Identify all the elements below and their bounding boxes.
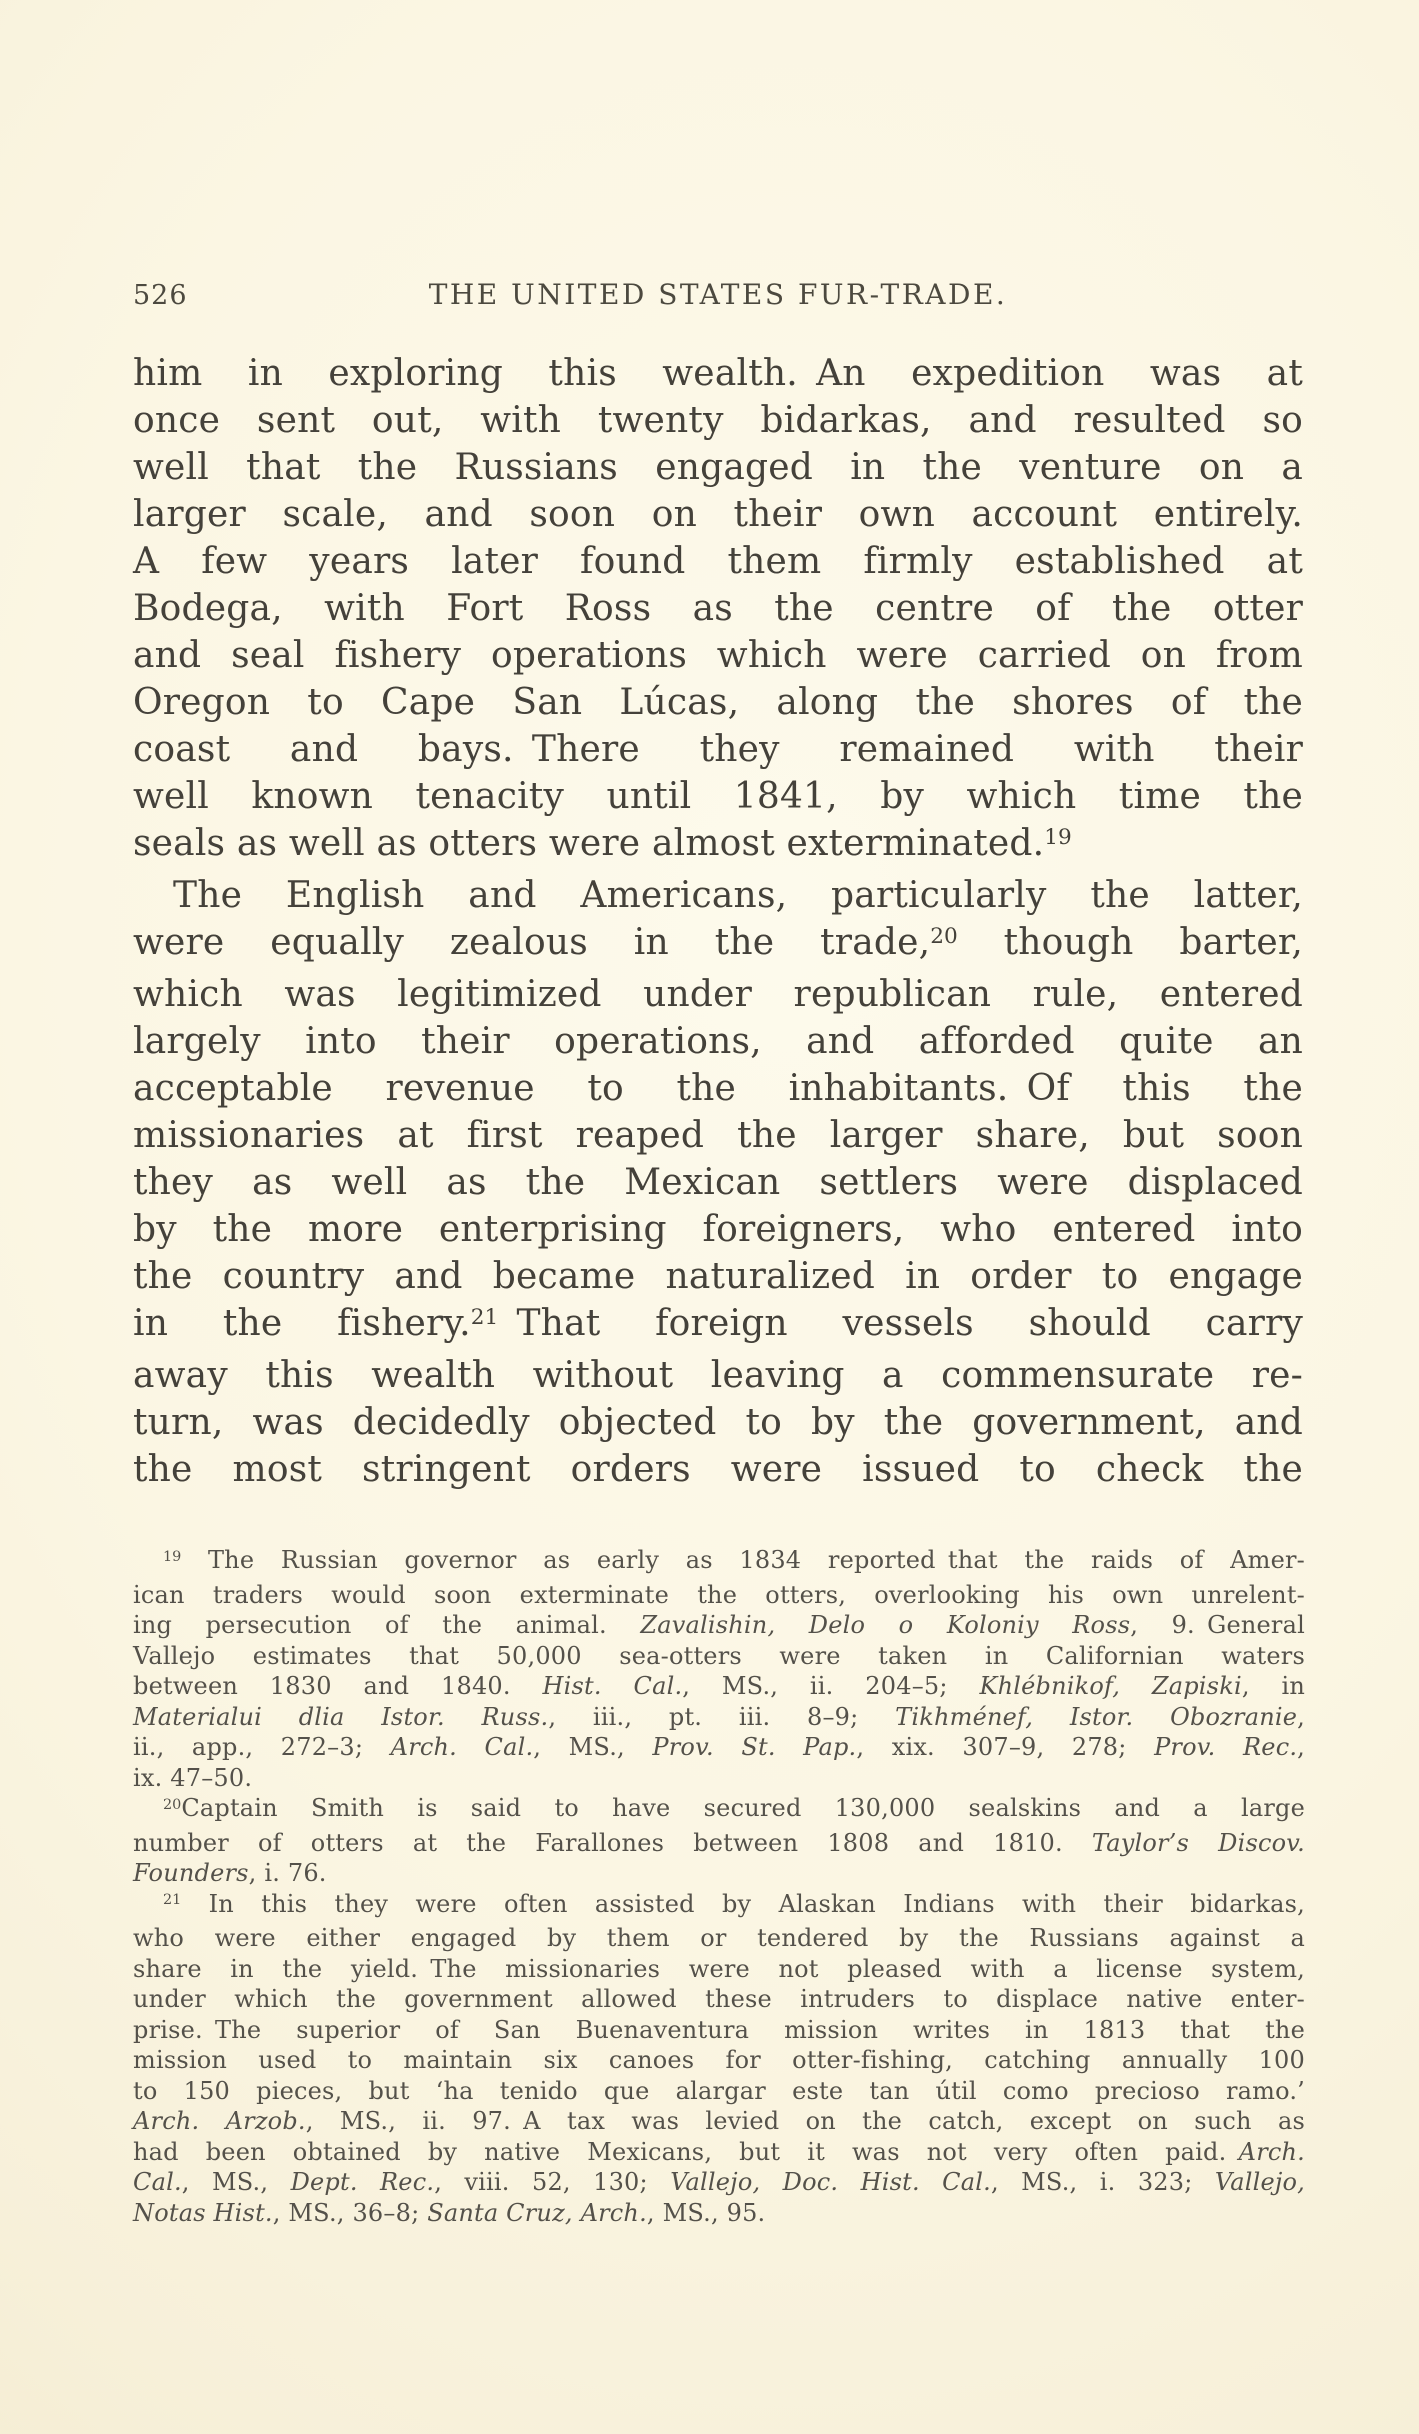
text-segment: the country and became naturalized in order to engage	[133, 1256, 1303, 1297]
text-segment: , i. 76.	[248, 1859, 327, 1887]
text-segment: Notas Hist.	[133, 2198, 273, 2227]
body-paragraph	[133, 872, 1303, 1493]
text-line	[133, 1446, 1303, 1493]
text-segment: ,	[1297, 1733, 1306, 1761]
text-line	[133, 1112, 1303, 1159]
text-segment: well known tenacity until 1841, by which time the	[133, 776, 1303, 817]
text-segment: Arch. Arzob.	[133, 2107, 306, 2135]
text-segment: and seal fishery operations which were carried on from	[133, 635, 1303, 676]
footnote-ref: 20	[163, 1796, 182, 1813]
text-line	[133, 1545, 1305, 1580]
text-segment: , MS., ii. 204–5;	[682, 1672, 980, 1700]
text-line	[133, 971, 1303, 1018]
text-line	[133, 2076, 1305, 2107]
footnote-19	[133, 1545, 1305, 1793]
text-segment: who were either engaged by them or tendered by the Russians against a	[133, 1924, 1305, 1952]
text-segment: In this they were often assisted by Alaskan Indians with their bidarkas,	[181, 1889, 1305, 1918]
text-line	[133, 1954, 1305, 1985]
text-segment: turn, was decidedly objected to by the government, and	[133, 1402, 1303, 1443]
text-segment: acceptable revenue to the inhabitants. Of this the	[133, 1068, 1303, 1109]
footnote-ref: 21	[470, 1305, 499, 1331]
text-segment: ii., app., 272–3;	[133, 1733, 391, 1761]
text-segment: , iii., pt. iii. 8–9;	[548, 1702, 896, 1731]
text-segment: Cal.	[133, 2168, 182, 2196]
text-segment: , MS., 36–8;	[272, 2198, 428, 2227]
text-line	[133, 1984, 1305, 2015]
text-line	[133, 1702, 1305, 1733]
text-line	[133, 1253, 1303, 1300]
text-segment: , MS., i. 323;	[990, 2168, 1215, 2196]
text-segment: , 9. General	[1130, 1611, 1305, 1639]
text-line	[133, 1580, 1305, 1611]
text-line	[133, 1399, 1303, 1446]
text-segment: though barter,	[957, 922, 1303, 963]
text-segment: , MS.,	[181, 2168, 291, 2196]
text-segment: under which the government allowed these intruders to displace native enter-	[133, 1985, 1305, 2013]
running-title: THE UNITED STATES FUR-TRADE.	[428, 278, 1008, 311]
text-line	[133, 1763, 1305, 1794]
footnote-ref: 20	[930, 924, 958, 950]
text-line	[133, 1300, 1303, 1352]
text-segment: Prov. Rec.	[1154, 1733, 1298, 1761]
text-segment: Oregon to Cape San Lúcas, along the shores of the	[133, 682, 1303, 723]
text-segment: Arch. Cal.	[390, 1733, 534, 1761]
text-segment: the most stringent orders were issued to check the	[133, 1449, 1303, 1490]
text-segment: ican traders would soon exterminate the otters, overlooking his own unrelent-	[133, 1580, 1305, 1609]
text-segment: , in	[1241, 1672, 1305, 1700]
text-line	[133, 1828, 1305, 1859]
text-segment: ing persecution of the animal.	[133, 1611, 641, 1639]
text-line	[133, 538, 1303, 585]
text-line	[133, 1793, 1305, 1828]
text-segment: Taylor’s Discov.	[1091, 1828, 1305, 1857]
body-paragraph	[133, 350, 1303, 872]
text-segment: , xix. 307–9, 278;	[856, 1733, 1155, 1761]
text-segment: share in the yield. The missionaries were not pleased with a license system,	[133, 1954, 1305, 1983]
text-segment: , MS., ii. 97. A tax was levied on the catch, except on such as	[305, 2107, 1305, 2135]
text-segment: , MS., 95.	[646, 2198, 766, 2227]
text-segment: well that the Russians engaged in the venture on a	[133, 447, 1303, 488]
text-segment: Hist. Cal.	[542, 1672, 683, 1700]
text-line	[133, 919, 1303, 971]
text-segment: were equally zealous in the trade,	[133, 922, 931, 963]
text-segment: away this wealth without leaving a commensurate re-	[133, 1355, 1303, 1396]
text-segment: had been obtained by native Mexicans, but it was not very often paid.	[133, 2137, 1239, 2166]
text-line	[133, 726, 1303, 773]
text-line	[133, 1065, 1303, 1112]
text-line	[133, 2045, 1305, 2076]
text-segment: Vallejo,	[1214, 2168, 1306, 2196]
text-segment: Santa Cruz, Arch.	[427, 2198, 647, 2227]
text-line	[133, 491, 1303, 538]
text-segment: , viii. 52, 130;	[434, 2168, 671, 2196]
text-line	[133, 397, 1303, 444]
text-line	[133, 1732, 1305, 1763]
text-line	[133, 2198, 1305, 2229]
text-segment: ix. 47–50.	[133, 1763, 253, 1792]
text-segment: Captain Smith is said to have secured 130,000 sealskins and a large	[181, 1794, 1305, 1822]
text-segment: mission used to maintain six canoes for otter-fishing, catching annually 100	[133, 2046, 1305, 2074]
text-segment: The English and Americans, particularly the latter,	[173, 875, 1303, 916]
text-line	[133, 1671, 1305, 1702]
text-line	[133, 773, 1303, 820]
text-segment: Arch.	[1238, 2137, 1305, 2166]
text-segment: Vallejo, Doc. Hist. Cal.	[670, 2168, 991, 2196]
text-segment: seals as well as otters were almost exterminated.	[133, 823, 1045, 864]
footnote-ref: 19	[163, 1548, 182, 1565]
text-segment: , MS.,	[533, 1733, 653, 1761]
text-line	[133, 1923, 1305, 1954]
text-line	[133, 820, 1303, 872]
text-line	[133, 585, 1303, 632]
text-segment: Vallejo estimates that 50,000 sea-otters were taken in Californian waters	[133, 1641, 1305, 1670]
footnotes-block	[133, 1545, 1305, 2228]
text-line	[133, 2015, 1305, 2046]
text-line	[133, 350, 1303, 397]
text-segment: once sent out, with twenty bidarkas, and resulted so	[133, 400, 1303, 441]
text-segment: him in exploring this wealth. An expedition was at	[133, 353, 1303, 394]
text-line	[133, 2167, 1305, 2198]
text-segment: Khlébnikof, Zapiski	[979, 1672, 1242, 1700]
footnote-ref: 19	[1044, 825, 1072, 851]
text-segment: larger scale, and soon on their own account entirely.	[133, 494, 1303, 535]
text-segment: in the fishery.	[133, 1303, 471, 1344]
text-line	[133, 1610, 1305, 1641]
text-segment: Dept. Rec.	[290, 2168, 435, 2196]
text-line	[133, 1206, 1303, 1253]
text-segment: missionaries at first reaped the larger share, but soon	[133, 1115, 1303, 1156]
text-segment: Zavalishin, Delo o Koloniy Ross	[640, 1611, 1131, 1639]
text-segment: Bodega, with Fort Ross as the centre of the otter	[133, 588, 1303, 629]
text-segment: which was legitimized under republican rule, entered	[133, 974, 1303, 1015]
text-segment: The Russian governor as early as 1834 reported that the raids of Amer-	[181, 1546, 1305, 1574]
text-segment: Founders	[133, 1859, 249, 1887]
text-segment: between 1830 and 1840.	[133, 1672, 543, 1700]
footnote-20	[133, 1793, 1305, 1889]
text-line	[133, 1641, 1305, 1672]
text-line	[133, 679, 1303, 726]
text-line	[133, 1889, 1305, 1924]
text-segment: That foreign vessels should carry	[498, 1303, 1303, 1344]
text-segment: prise. The superior of San Buenaventura mission writes in 1813 that the	[133, 2015, 1305, 2044]
text-line	[133, 872, 1303, 919]
text-segment: A few years later found them firmly established at	[133, 541, 1303, 582]
text-segment: coast and bays. There they remained with their	[133, 729, 1303, 770]
body-text-block	[133, 350, 1303, 1493]
footnote-ref: 21	[163, 1892, 182, 1909]
text-segment: Tikhménef, Istor. Obozranie	[895, 1702, 1298, 1731]
text-line	[133, 1858, 1305, 1889]
text-segment: to 150 pieces, but ‘ha tenido que alargar este tan útil como precioso ramo.’	[133, 2076, 1305, 2105]
text-segment: by the more enterprising foreigners, who entered into	[133, 1209, 1303, 1250]
text-line	[133, 632, 1303, 679]
text-segment: largely into their operations, and afforded quite an	[133, 1021, 1303, 1062]
footnote-21	[133, 1889, 1305, 2229]
page-number: 526	[133, 280, 188, 311]
text-line	[133, 444, 1303, 491]
text-segment: they as well as the Mexican settlers were displaced	[133, 1162, 1303, 1203]
page-header	[133, 278, 1303, 314]
text-line	[133, 1018, 1303, 1065]
text-segment: ,	[1297, 1702, 1305, 1731]
text-line	[133, 1159, 1303, 1206]
text-segment: Prov. St. Pap.	[652, 1733, 857, 1761]
text-line	[133, 1352, 1303, 1399]
text-line	[133, 2106, 1305, 2137]
text-segment: number of otters at the Farallones between 1808 and 1810.	[133, 1828, 1092, 1857]
text-line	[133, 2137, 1305, 2168]
text-segment: Materialui dlia Istor. Russ.	[133, 1702, 549, 1731]
